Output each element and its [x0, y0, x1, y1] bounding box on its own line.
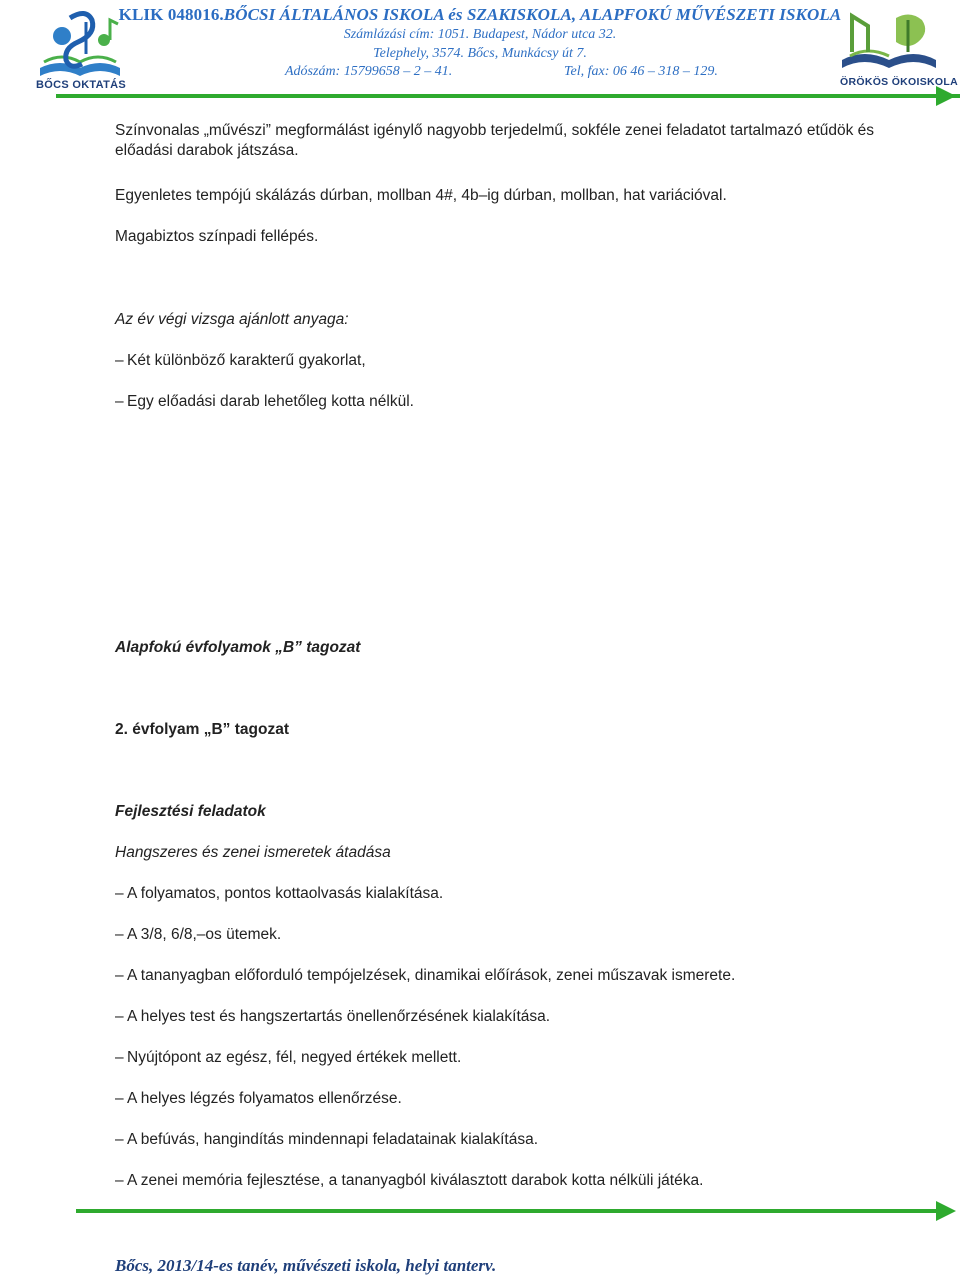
bullet-dash: – — [115, 352, 124, 369]
school-title — [0, 5, 960, 27]
billing-address: Számlázási cím: 1051. Budapest, Nádor utca 32. — [343, 27, 617, 42]
footer-divider — [76, 1209, 950, 1213]
bullet-dash: – — [115, 1049, 124, 1066]
development-list-item — [115, 1007, 550, 1027]
development-item-text: A 3/8, 6/8,–os ütemek. — [127, 926, 282, 943]
development-subheading: Hangszeres és zenei ismeretek átadása — [115, 844, 391, 861]
development-item-text: A folyamatos, pontos kottaolvasás kialakítása. — [127, 885, 444, 902]
development-list-item — [115, 1089, 402, 1109]
header-divider-arrow-icon — [936, 86, 956, 106]
page-footer: Bőcs, 2013/14-es tanév, művészeti iskola, helyi tanterv. — [115, 1256, 497, 1275]
school-name: BŐCSI ÁLTALÁNOS ISKOLA és SZAKISKOLA, ALAPFOKÚ MŰVÉSZETI ISKOLA — [223, 5, 842, 24]
development-item-text: A zenei memória fejlesztése, a tananyagból kiválasztott darabok kotta nélküli játéka. — [127, 1172, 704, 1189]
header-divider — [56, 94, 960, 98]
phone-number: Tel, fax: 06 46 – 318 – 129. — [564, 64, 718, 79]
bullet-dash: – — [115, 1008, 124, 1025]
development-item-text: Nyújtópont az egész, fél, negyed értékek mellett. — [127, 1049, 462, 1066]
paragraph-etudes: Színvonalas „művészi” megformálást igénylő nagyobb terjedelmű, sokféle zenei feladatot tartalmazó etűdök és előadási darabok játszása. — [115, 122, 875, 159]
development-list-item — [115, 1130, 538, 1150]
school-logo-caption: BŐCS OKTATÁS — [36, 79, 126, 91]
bullet-dash: – — [115, 926, 124, 943]
paragraph-scales: Egyenletes tempójú skálázás dúrban, mollban 4#, 4b–ig dúrban, mollban, hat variációval. — [115, 187, 727, 204]
bullet-dash: – — [115, 885, 124, 902]
exam-list-item — [115, 351, 366, 371]
exam-list-item — [115, 392, 414, 412]
development-heading: Fejlesztési feladatok — [115, 803, 266, 820]
bullet-dash: – — [115, 1131, 124, 1148]
exam-item-text: Egy előadási darab lehetőleg kotta nélkül. — [127, 393, 414, 410]
site-address: Telephely, 3574. Bőcs, Munkácsy út 7. — [373, 46, 587, 61]
tax-number: Adószám: 15799658 – 2 – 41. — [285, 64, 453, 79]
development-list-item — [115, 1048, 461, 1068]
school-id: KLIK 048016. — [118, 5, 224, 24]
development-item-text: A helyes test és hangszertartás önellenőrzésének kialakítása. — [127, 1008, 551, 1025]
paragraph-stage: Magabiztos színpadi fellépés. — [115, 228, 319, 245]
exam-heading: Az év végi vizsga ajánlott anyaga: — [115, 311, 349, 328]
eco-school-caption: ÖRÖKÖS ÖKOISKOLA — [840, 76, 958, 88]
development-list-item — [115, 884, 443, 904]
eco-school-logo — [834, 8, 944, 80]
section-heading: Alapfokú évfolyamok „B” tagozat — [115, 639, 361, 656]
development-item-text: A befúvás, hangindítás mindennapi feladatainak kialakítása. — [127, 1131, 539, 1148]
development-list-item — [115, 966, 735, 986]
grade-heading: 2. évfolyam „B” tagozat — [115, 721, 289, 738]
exam-item-text: Két különböző karakterű gyakorlat, — [127, 352, 366, 369]
development-list-item — [115, 925, 281, 945]
footer-divider-arrow-icon — [936, 1201, 956, 1221]
development-item-text: A helyes légzés folyamatos ellenőrzése. — [127, 1090, 402, 1107]
bullet-dash: – — [115, 1090, 124, 1107]
bullet-dash: – — [115, 1172, 124, 1189]
bullet-dash: – — [115, 393, 124, 410]
development-item-text: A tananyagban előforduló tempójelzések, dinamikai előírások, zenei műszavak ismerete. — [127, 967, 736, 984]
bullet-dash: – — [115, 967, 124, 984]
development-list-item — [115, 1171, 703, 1191]
